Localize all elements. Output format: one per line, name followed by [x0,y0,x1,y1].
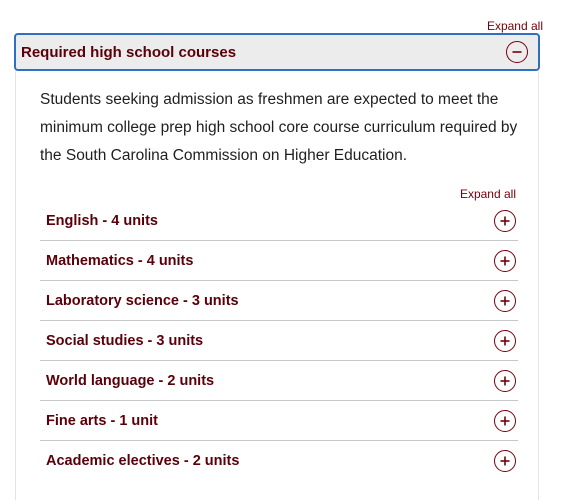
plus-icon [499,455,511,467]
accordion-header-required-courses[interactable] [14,33,540,71]
plus-circle-icon[interactable] [494,450,516,472]
plus-icon [499,255,511,267]
course-list [40,201,518,481]
course-item-mathematics[interactable] [40,241,518,281]
course-item-social-studies[interactable] [40,321,518,361]
course-label: Academic electives - 2 units [46,453,240,469]
plus-circle-icon[interactable] [494,370,516,392]
course-label: Social studies - 3 units [46,332,204,349]
plus-circle-icon[interactable] [494,410,516,432]
plus-icon [499,415,511,427]
course-item-english[interactable] [40,201,518,241]
minus-circle-icon[interactable] [506,41,528,63]
course-label: Laboratory science - 3 units [46,292,239,309]
plus-icon [499,375,511,387]
course-label: Mathematics - 4 units [46,252,194,269]
plus-circle-icon[interactable] [494,210,516,232]
course-item-academic-electives[interactable] [40,441,518,481]
course-label: World language - 2 units [46,372,215,389]
intro-paragraph: Students seeking admission as freshmen are expected to meet the minimum college prep high school core course curriculum required by the South Carolina Commission on Higher Education. [40,91,518,164]
accordion-title: Required high school courses [21,43,237,61]
plus-icon [499,215,511,227]
expand-all-link-top[interactable]: Expand all [486,19,543,33]
course-label: English - 4 units [46,212,158,229]
course-item-world-language[interactable] [40,361,518,401]
course-label: Fine arts - 1 unit [46,412,158,429]
plus-icon [499,335,511,347]
course-item-fine-arts[interactable] [40,401,518,441]
plus-icon [499,295,511,307]
plus-circle-icon[interactable] [494,250,516,272]
course-item-laboratory-science[interactable] [40,281,518,321]
accordion-panel [15,71,539,500]
plus-circle-icon[interactable] [494,290,516,312]
plus-circle-icon[interactable] [494,330,516,352]
minus-icon [511,46,523,58]
expand-all-link-inner[interactable]: Expand all [459,187,516,201]
